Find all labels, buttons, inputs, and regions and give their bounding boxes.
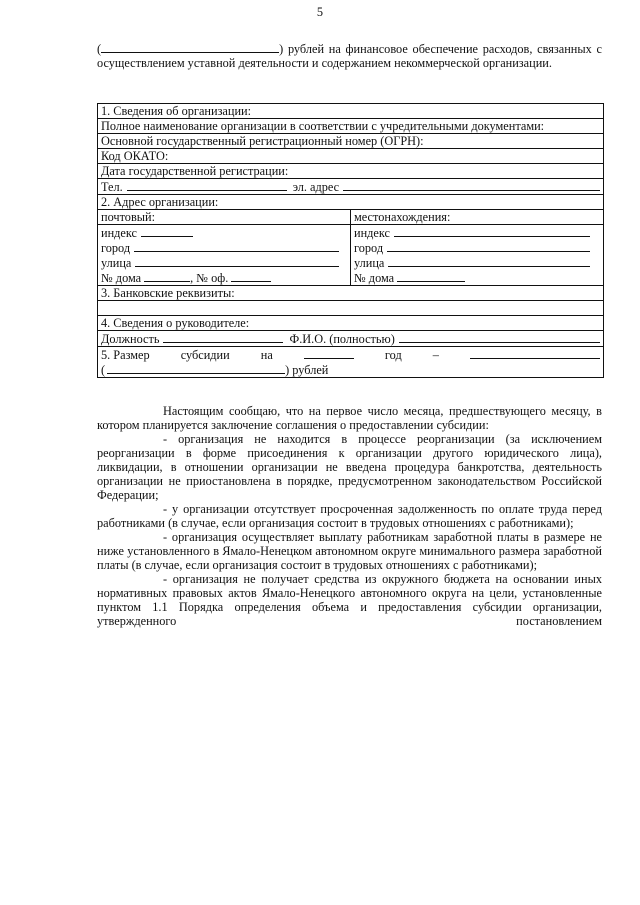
intro-paragraph	[97, 41, 602, 70]
amount-blank	[101, 41, 279, 53]
reg-date-label: Дата государственной регистрации:	[98, 163, 603, 178]
subsidy-open-paren: (	[101, 363, 106, 377]
postal-office-label: , № оф.	[190, 271, 229, 285]
location-city-field	[387, 240, 590, 252]
ogrn-label: Основной государственный регистрационный номер (ОГРН):	[98, 133, 603, 148]
subsidy-for: на	[260, 348, 273, 362]
fio-field	[399, 331, 600, 343]
paragraph-intro: Настоящим сообщаю, что на первое число месяца, предшествующего месяцу, в котором планируется заключение соглашения о предоставлении субсидии:	[97, 404, 602, 432]
location-street-label: улица	[354, 256, 385, 270]
postal-city-field	[134, 240, 339, 252]
postal-index-label: индекс	[101, 226, 138, 240]
declaration-text	[97, 404, 602, 628]
full-name-label: Полное наименование организации в соответствии с учредительными документами:	[98, 118, 603, 133]
address-grid	[98, 209, 603, 285]
email-label: эл. адрес	[292, 180, 340, 194]
intro-text: ) рублей на финансовое обеспечение расходов, связанных с осуществлением уставной деятельности и содержанием некоммерческой организации.	[97, 42, 602, 70]
subsidy-size-label: 5. Размер	[101, 348, 150, 362]
position-label: Должность	[101, 332, 160, 346]
subsidy-words-row	[98, 362, 603, 377]
subsidy-row	[98, 346, 603, 362]
bank-details-line	[98, 300, 603, 315]
subsidy-words-field	[107, 362, 285, 374]
paragraph-minimum-wage: - организация осуществляет выплату работникам заработной платы в размере не ниже установленного в Ямало-Ненецком автономном округе минимального размера заработной платы (в случае, если организация состоит в трудовых отношениях с работниками);	[97, 530, 602, 572]
postal-office-field	[231, 270, 271, 282]
subsidy-dash: –	[432, 348, 439, 362]
postal-street-field	[135, 255, 339, 267]
contact-row	[98, 178, 603, 194]
postal-house-field	[144, 270, 190, 282]
section-1-title: 1. Сведения об организации:	[101, 104, 252, 118]
email-field	[343, 179, 600, 191]
location-street-field	[388, 255, 590, 267]
open-paren: (	[97, 42, 102, 56]
position-field	[163, 331, 283, 343]
subsidy-word: субсидии	[180, 348, 230, 362]
location-house-label: № дома	[354, 271, 395, 285]
section-3-title: 3. Банковские реквизиты:	[98, 285, 603, 300]
postal-index-field	[141, 225, 193, 237]
subsidy-rubles: ) рублей	[285, 363, 329, 377]
section-2-title: 2. Адрес организации:	[98, 194, 603, 209]
location-label: местонахождения:	[354, 210, 451, 224]
subsidy-year-field	[304, 347, 354, 359]
postal-city-label: город	[101, 241, 131, 255]
section-4-title: 4. Сведения о руководителе:	[98, 315, 603, 330]
paragraph-wage-debt: - у организации отсутствует просроченная задолженность по оплате труда перед работниками (в случае, если организация состоит в трудовых отношениях с работниками);	[97, 502, 602, 530]
subsidy-amount-field	[470, 347, 600, 359]
organization-form	[97, 103, 604, 378]
manager-row	[98, 330, 603, 346]
subsidy-year-label: год	[384, 348, 402, 362]
location-house-field	[397, 270, 465, 282]
location-index-field	[394, 225, 590, 237]
postal-address	[98, 210, 350, 285]
phone-field	[127, 179, 287, 191]
location-index-label: индекс	[354, 226, 391, 240]
paragraph-reorganization: - организация не находится в процессе реорганизации (за исключением реорганизации в форме присоединения к организации другого юридического лица), ликвидации, в отношении организации не введена процедура банкротства, деятельность организации не приостановлена в порядке, предусмотренном законодательством Российской Федерации;	[97, 432, 602, 502]
location-address	[350, 210, 603, 285]
okato-label: Код ОКАТО:	[98, 148, 603, 163]
page-number: 5	[316, 5, 324, 19]
postal-label: почтовый:	[101, 210, 156, 224]
phone-label: Тел.	[101, 180, 123, 194]
location-city-label: город	[354, 241, 384, 255]
paragraph-budget-funds: - организация не получает средства из окружного бюджета на основании иных нормативных правовых актов Ямало-Ненецкого автономного округа на цели, установленные пунктом 1.1 Порядка определения объема и предоставления субсидии организации, утвержденного постановлением	[97, 572, 602, 628]
fio-label: Ф.И.О. (полностью)	[289, 332, 395, 346]
postal-street-label: улица	[101, 256, 132, 270]
postal-house-label: № дома	[101, 271, 142, 285]
